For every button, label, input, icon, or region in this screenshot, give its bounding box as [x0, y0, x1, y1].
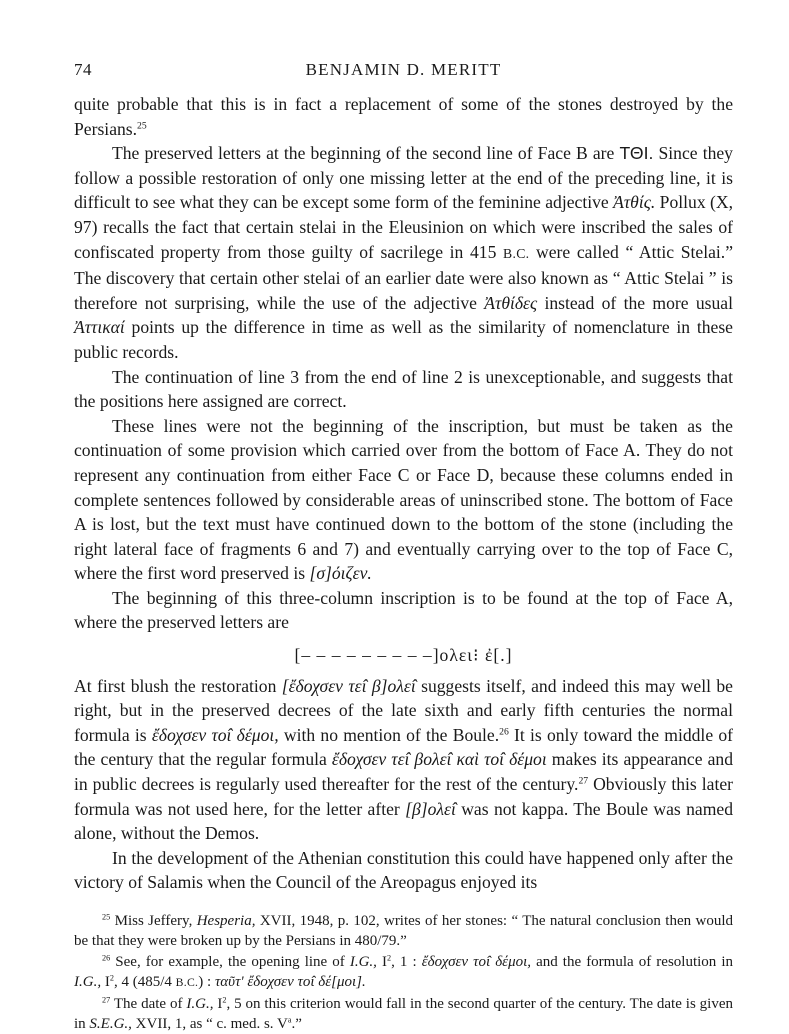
text: ) :	[198, 974, 215, 990]
text: quite probable that this is in fact a replacement of some of the stones destroyed by the Persians.	[74, 94, 733, 139]
footnote-number: 27	[102, 995, 111, 1005]
inscription-formula: [– – – – – – – – –]ολει⁝ ἐ[.]	[294, 645, 513, 666]
text: The preserved letters at the beginning of the second line of Face B are	[112, 143, 620, 164]
text: These lines were not the beginning of the inscription, but must be taken as the continuation of some provision which carried over from the bottom of Face A. They do not represent any continuation from either Face C or Face D, because these columns ended in complete sentences followed by considerable areas of uninscribed stone. The bottom of Face A is lost, but the text must have continued down to the bottom of the stone (including the right lateral face of fragments 6 and 7) and eventually carrying over to the top of Face C, where the first word preserved is	[74, 415, 733, 584]
footnote-27	[74, 994, 733, 1034]
citation-ig: I.G.,	[186, 996, 214, 1012]
text: suggests itself, and indeed this may well be right, but in the preserved decrees of the late sixth and early fifth centuries the normal formula is	[74, 675, 733, 745]
footnotes	[74, 911, 733, 1034]
footnote-25	[74, 911, 733, 951]
superscript: 2	[109, 973, 114, 983]
greek-word: [σ]όιζεν.	[309, 563, 372, 584]
paragraph-7: In the development of the Athenian constitution this could have happened only after the victory of Salamis when the Council of the Areopagus enjoyed its	[74, 847, 733, 893]
text: Miss Jeffery,	[110, 913, 197, 929]
greek-word: Ἀττικαί	[74, 317, 125, 338]
greek-word: ἔδοχσεν το̂ι δέμοι,	[421, 954, 532, 970]
era-abbrev: B.C.	[175, 976, 199, 989]
text: XVII, 1948, p. 102, writes of her stones: “ The natural conclusion then would be that they were broken up by the Persians in 480/79.”	[74, 913, 733, 949]
text: makes its appearance and in public decrees is regularly used thereafter for the rest of the century.	[74, 749, 733, 795]
text: , 1 :	[391, 954, 422, 970]
citation-seg: S.E.G.,	[89, 1016, 132, 1032]
paragraph-1	[74, 92, 733, 141]
text: I	[101, 974, 110, 990]
greek-word: ταῦτ' ἔδοχσεν το̂ι δέ[μοι].	[214, 974, 366, 990]
text: , 4 (485/4	[113, 974, 176, 990]
paragraph-5: The beginning of this three-column inscription is to be found at the top of Face A, where the preserved letters are	[74, 587, 733, 633]
text: Obviously this later formula was not used here, for the letter after	[74, 774, 733, 819]
footnote-ref-26: 26	[499, 726, 509, 738]
text: The date of	[110, 996, 187, 1012]
text: , 5 on this criterion would fall in the second quarter of the century. The date is given in	[74, 996, 734, 1032]
text: At first blush the restoration	[74, 675, 282, 696]
footnote-number: 25	[102, 912, 111, 922]
footnote-26	[74, 952, 733, 993]
text: instead of the more usual	[537, 292, 733, 313]
inscribed-letters: ΤΘΙ.	[619, 143, 654, 164]
footnote-ref-27: 27	[578, 775, 589, 787]
paragraph-4	[74, 414, 733, 586]
page-header	[74, 52, 733, 92]
greek-word: ἔδοχσεν τε̂ι βολε̂ι καὶ το̂ι δέμοι	[331, 749, 547, 770]
superscript: 2	[222, 995, 227, 1005]
text: were called “ Attic Stelai.” The discovery that certain other stelai of an earlier date were also known as “ Attic Stelai ” is therefore not surprising, while the use of the adjective	[74, 241, 734, 313]
journal-title: Hesperia,	[196, 913, 256, 929]
text: I	[376, 954, 387, 970]
text: XVII, 1, as “ c. med. s. V	[131, 1016, 288, 1032]
body-text	[74, 92, 733, 895]
greek-word: [ἔδοχσεν τε̂ι β]ολε̂ι	[281, 675, 416, 696]
page-number: 74	[74, 60, 92, 79]
greek-word: Ἀτθίς.	[613, 192, 656, 213]
running-head: BENJAMIN D. MERITT	[305, 60, 502, 79]
citation-ig: I.G.,	[74, 974, 102, 990]
era-abbrev: B.C.	[503, 245, 530, 261]
text: .”	[291, 1016, 302, 1032]
text: and the formula of resolution in	[531, 954, 734, 970]
footnote-ref-25: 25	[137, 120, 147, 132]
footnote-number: 26	[102, 953, 111, 963]
greek-word: ἔδοχσεν το̂ι δέμοι,	[151, 724, 279, 745]
text: See, for example, the opening line of	[110, 954, 350, 970]
greek-word: [β]ολε̂ι	[405, 798, 456, 819]
text: Pollux (X, 97) recalls the fact that certain stelai in the Eleusinion on which were inscribed the sales of confiscated property from those guilty of sacrilege in 415	[74, 192, 733, 262]
superscript: 2	[386, 953, 392, 963]
paragraph-2	[74, 141, 733, 364]
paragraph-3: The continuation of line 3 from the end of line 2 is unexceptionable, and suggests that the positions here assigned are correct.	[74, 366, 733, 412]
text: with no mention of the Boule.	[278, 724, 500, 745]
text: I	[213, 996, 223, 1012]
superscript: a	[287, 1015, 292, 1025]
paragraph-6	[74, 674, 733, 846]
citation-ig: I.G.,	[349, 954, 377, 970]
greek-word: Ἀτθίδες	[484, 292, 538, 313]
text: was not kappa. The Boule was named alone, without the Demos.	[74, 798, 734, 844]
text: It is only toward the middle of the century that the regular formula	[74, 724, 734, 770]
text: points up the difference in time as well as the similarity of nomenclature in these public records.	[74, 317, 733, 362]
text: Since they follow a possible restoration of only one missing letter at the end of the preceding line, it is difficult to see what they can be except some form of the feminine adjective	[74, 143, 733, 213]
